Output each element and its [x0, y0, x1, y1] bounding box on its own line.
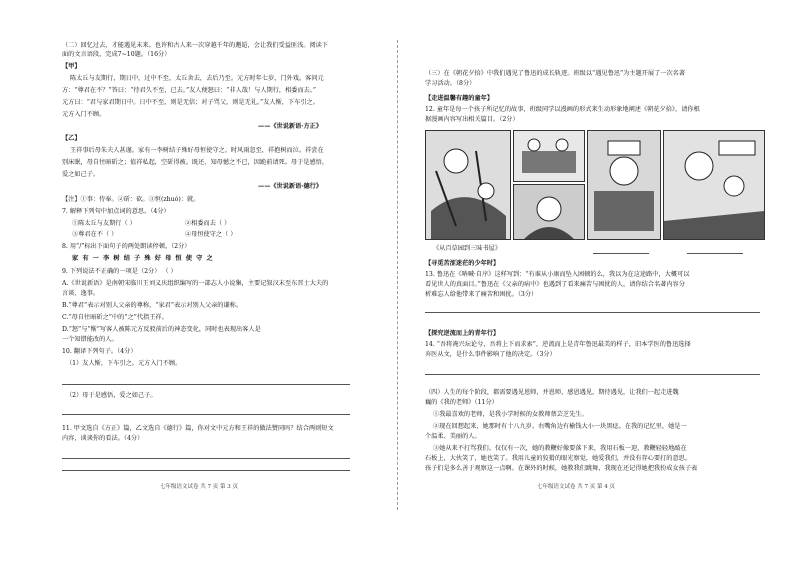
q12-answer-blank-2[interactable] — [687, 253, 743, 254]
passage-a-line-2: 方：“尊君在不？”答曰：“待君久不至，已去。”友人便怒曰：“非人哉！与人期行，相委而去。” — [62, 87, 317, 94]
q9-option-a-2: 言谈、逸事。 — [62, 290, 100, 297]
left-intro-line-2: 面的文言语段，完成7~10题。（16分） — [62, 51, 171, 58]
section-a-heading: 【甲】 — [62, 63, 81, 70]
q10-item-1: （1）友人惭，下车引之。元方入门不顾。 — [66, 360, 182, 367]
comic-panel-1 — [425, 130, 511, 240]
q11-answer-line-1[interactable] — [62, 458, 350, 459]
q9-option-d-1: D.“怒”与“惭”写客人被陈元方反驳前后的神态变化，同时也表现出客人是 — [62, 326, 261, 333]
right-intro-line-2: 学习活动。（8分） — [425, 80, 476, 87]
right-intro-line-1: （三）在《朝花夕拾》中我们遇见了鲁迅的成长轨迹。班级以“遇见鲁迅”为主题开展了一次名著 — [425, 70, 686, 77]
q7-item-1: ①陈太丘与友期行（ ） — [72, 220, 136, 227]
comic-illustration-3 — [514, 185, 584, 239]
question-9: 9. 下列说法不正确的一项是（2分） （ ） — [62, 268, 177, 275]
left-page-footer: 七年级语文试卷 共 7 页 第 3 页 — [160, 484, 238, 490]
question-13-line-1: 13. 鲁迅在《呐喊·自序》这样写到：“有谁从小康而坠入困顿的么，我以为在这途路中，大概可以 — [425, 271, 690, 278]
part-3-heading: 【探究逆流而上的青年行】 — [425, 330, 500, 337]
q11-answer-line-2[interactable] — [62, 470, 350, 471]
q13-answer-line[interactable] — [425, 312, 760, 313]
passage-a-line-3: 元方曰：“君与家君期日中。日中不至，则是无信；对子骂父，则是无礼。”友人惭，下车引之。 — [62, 99, 319, 106]
passage-a-line-4: 元方入门不顾。 — [62, 111, 106, 118]
part-4-line-2: 巍的《我的老师》（11分） — [425, 399, 498, 406]
question-8: 8. 用“/”标出下面句子的两处朗读停顿。（2分） — [62, 243, 191, 250]
q9-option-a-1: A.《世说新语》是南朝宋临川王刘义庆组织编写的一部志人小说集，主要记叙汉末至东晋士大夫的 — [62, 280, 329, 287]
q7-item-3: ③尊君在不（ ） — [72, 231, 118, 238]
passage-paragraph-2-line-2: 个温柔、美丽的人。 — [425, 433, 481, 440]
passage-b-line-1: 王祥事后母朱夫人甚谨。家有一李树结子殊好母恒使守之。时风雨忽至，祥抱树而泣。祥尝在 — [70, 147, 324, 154]
passage-paragraph-3-line-2: 石板上，大伙笑了，她也笑了。我用儿童的狡猾的眼光察觉，她爱我们，并没有存心要打的意思。 — [425, 455, 692, 462]
question-10: 10. 翻译下列句子。（4分） — [62, 348, 137, 355]
question-13-line-3: 析难忘人给他带来了痛苦和困扰。（3分） — [425, 291, 538, 298]
comic-panel-2 — [513, 130, 585, 182]
q10-answer-line-1[interactable] — [62, 384, 350, 385]
notes: 【注】①事：侍奉。②斫：砍。③恒(zhuó)：就。 — [62, 196, 200, 203]
comic-caption: 《从百草园到三味书屋》 — [433, 245, 502, 252]
question-7: 7. 解释下列句中加点词的意思。（4分） — [62, 208, 170, 215]
question-14-line-1: 14. “吾将淹兴坛论兮，吾将上下而求索”，逆流而上是青年鲁迅最美的样子，旧本学医的鲁迅选择 — [425, 341, 691, 348]
comic-panel-3 — [513, 184, 585, 240]
comic-panel-5 — [663, 130, 765, 240]
part-4-line-1: （四）人生的每个阶段，都需要遇见恩师，并恩师，感恩遇见，期待遇见，让我们一起走进魏 — [425, 389, 679, 396]
part-1-heading: 【走进温馨有趣的童年】 — [425, 95, 494, 102]
q7-item-2: ②相委而去（ ） — [185, 220, 231, 227]
q7-item-4: ④母恒使守之（ ） — [185, 231, 237, 238]
question-14-line-2: 弃医从文，是什么事件影响了他的决定。（3分） — [425, 351, 556, 358]
part-2-heading: 【寻觅苦涩迷茫的少年时】 — [425, 260, 500, 267]
question-13-line-2: 看见世人的真面目。”鲁迅在《父亲的病中》也遇到了看来痛苦与困扰的人，请你结合名著内容分 — [425, 281, 685, 288]
source-b: ——《世说新语·德行》 — [258, 183, 323, 190]
q9-option-b: B.“尊君”表示对别人父亲的尊称，“家君”表示对别人父亲的谦称。 — [62, 302, 243, 309]
comic-panel-4 — [587, 130, 661, 240]
comic-illustration-5 — [664, 131, 764, 239]
q12-answer-blank-1[interactable] — [593, 253, 649, 254]
source-a: ——《世说新语·方正》 — [258, 123, 323, 130]
q10-answer-line-2[interactable] — [62, 414, 350, 415]
passage-paragraph-3-line-1: ③她从来不打骂我们。仅仅有一次，她的教鞭好像要落下来，我用石板一迎，教鞭轻轻地敲在 — [433, 445, 687, 452]
q10-item-2: （2）母于是感悟，爱之如己子。 — [66, 392, 157, 399]
q8-sentence: 家 有 一 李 树 结 子 殊 好 母 恒 使 守 之 — [72, 255, 214, 262]
comic-illustration-2 — [514, 131, 584, 181]
question-12-line-2: 据漫画内容写出相关篇目。（2分） — [425, 116, 519, 123]
section-b-heading: 【乙】 — [62, 135, 81, 142]
q9-option-d-2: 一个知错能改的人。 — [62, 336, 118, 343]
question-12-line-1: 12. 童年是每一个孩子所记忆的故事，班级同学以漫画的形式来生动形象地阐述《朝花夕拾》，请你根 — [425, 106, 700, 113]
passage-b-line-3: 爱之如己子。 — [62, 171, 100, 178]
comic-illustration-1 — [426, 131, 510, 239]
question-11-line-1: 11. 甲文选自《方正》篇，乙文选自《德行》篇，你对文中元方和王祥的做法赞同吗？结合两则短文 — [62, 425, 334, 432]
question-11-line-2: 内容，谈谈你的看法。（4分） — [62, 435, 144, 442]
passage-b-line-2: 别床眠，母自往暗斫之；值祥私起，空斫得被。既还，知母憾之不已，因跪前请死。母于是感悟， — [62, 159, 329, 166]
passage-a-line-1: 陈太丘与友期行，期日中，过中不至，太丘舍去，去后乃至。元方时年七岁，门外戏。客问元 — [70, 75, 324, 82]
q9-option-c: C.“母自往暗斫之”中的“之”代指王祥。 — [62, 314, 168, 321]
q14-answer-line[interactable] — [425, 374, 760, 375]
comic-illustration-4 — [588, 131, 660, 239]
left-intro-line-1: （二）回忆过去，才能遇见未来。也许和古人来一次穿越千年的邂逅，会让我们受益匪浅。阅读下 — [62, 42, 329, 49]
passage-paragraph-3-line-3: 孩子们是多么善于观察这一点啊。在课外的时候，她教我们跳舞，我现在还记得她把我扮成女孩子表 — [425, 465, 698, 472]
right-page-footer: 七年级语文试卷 共 7 页 第 4 页 — [537, 484, 615, 490]
passage-paragraph-1: ①我最喜欢的老师，是我小学时候的女教师蔡芸芝先生。 — [433, 411, 588, 418]
right-page — [397, 0, 794, 561]
passage-paragraph-2-line-1: ②现在回想起来，她那时有十八九岁。右嘴角边有榆钱大小一块黑痣。在我的记忆里，她是一 — [433, 423, 687, 430]
